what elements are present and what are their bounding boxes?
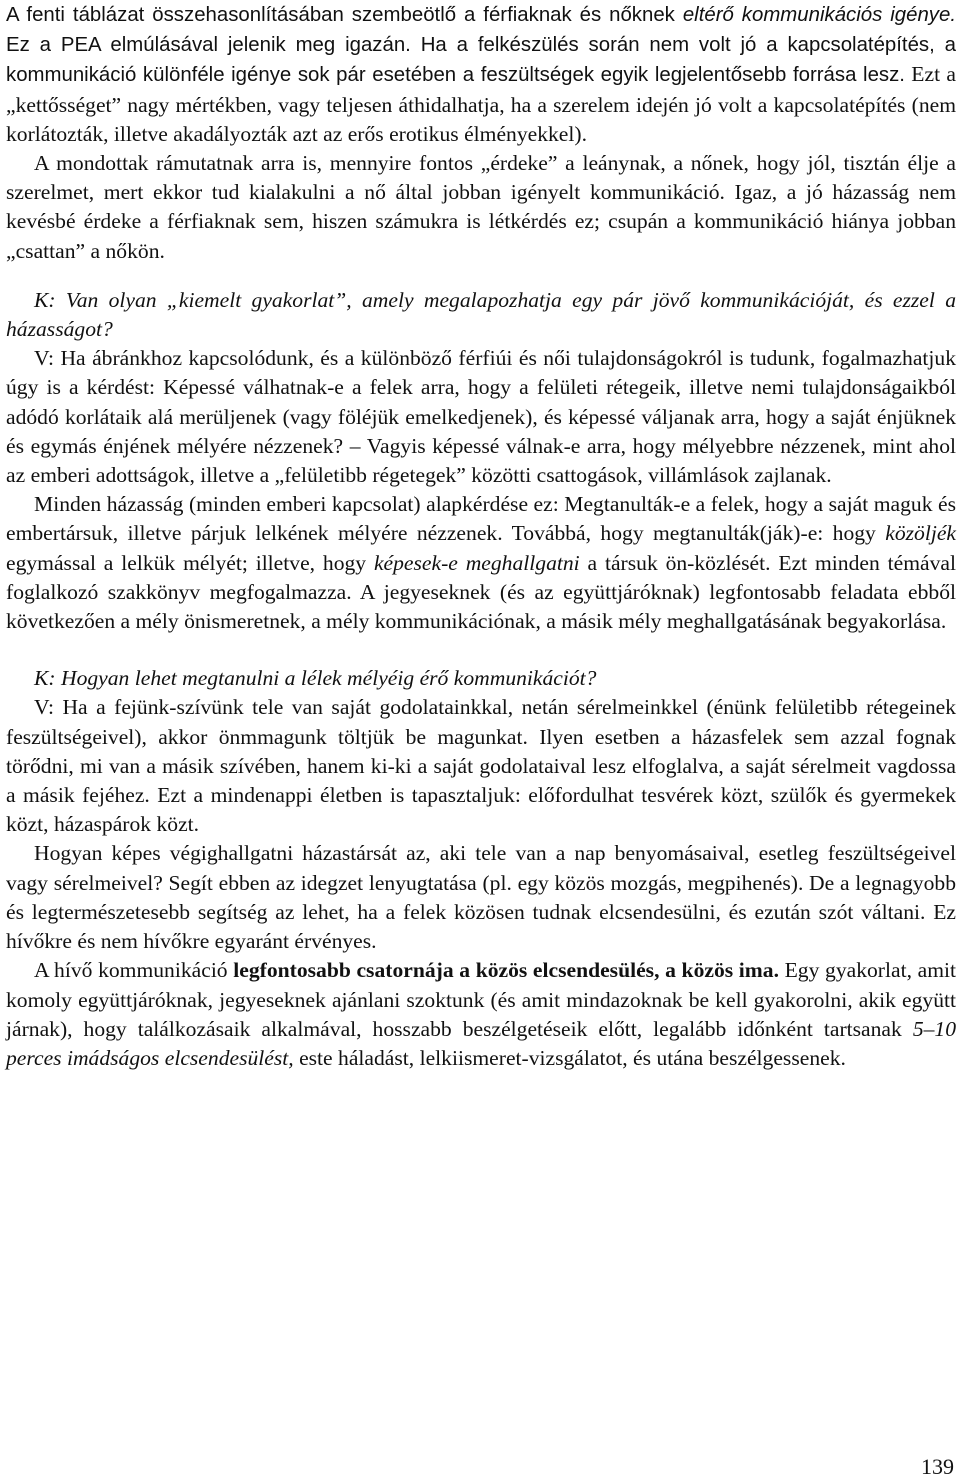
- answer-2: V: Ha a fejünk-szívünk tele van saját godolatainkkal, netán sérelmeinkkel (énünk felületibb rétegeinek feszültségeivel), akkor önmmagunk töltjük be magunkat. Ilyen esetben a házasfelek sem azzal fognak törődni, mi van a másik szívében, hanem ki-ki a saját godolataival lesz elfoglalva, a saját sérelmeit vagdossa a másik fejéhez. Ezt a mindenappi életben is tapasztaljuk: előfordulhat tesvérek közt, szülők és gyermekek közt, házaspárok közt.: [6, 695, 956, 837]
- paragraph-3-text-end: a társuk ön-közlését. Ezt minden témával foglalkozó szakkönyv megfogalmazza. A jegyeseknek (és az együttjáróknak) legfontosabb feladata ebből következően a mély önismeretnek, a mély kommunikációnak, a másik mély meghallgatásának begyakorlása.: [6, 550, 956, 634]
- paragraph-3: [6, 490, 956, 636]
- page-body: [6, 0, 956, 1073]
- paragraph-5-emphasis: 5–10 perces imádságos elcsendesülést,: [6, 1016, 956, 1070]
- paragraph-1: [6, 0, 956, 149]
- paragraph-3-text-mid: egymással a lelkük mélyét; illetve, hogy: [6, 550, 374, 575]
- question-2: K: Hogyan lehet megtanulni a lélek mélyéig érő kommunikációt?: [34, 666, 597, 691]
- paragraph-1-text-cont: Ez a PEA elmúlásával jelenik meg igazán. Ha a felkészülés során nem volt jó a kapcsolatépítés, a kommunikáció különféle igénye sok pár esetében a feszültségek egyik legjelentősebb forrása lesz.: [6, 34, 956, 87]
- paragraph-3-text: Minden házasság (minden emberi kapcsolat) alapkérdése ez: Megtanulták-e a felek, hogy a saját maguk és embertársuk, illetve párjuk lelkének mélyére nézzenek. Továbbá, hogy megtanulták(ják)-e: hogy: [6, 492, 956, 546]
- question-1: K: Van olyan „kiemelt gyakorlat”, amely megalapozhatja egy pár jövő kommunikációját, és ezzel a házasságot?: [6, 287, 956, 342]
- paragraph-5-bold: legfontosabb csatornája a közös elcsendesülés, a közös ima.: [233, 958, 779, 983]
- paragraph-5: [6, 956, 956, 1073]
- paragraph-4: Hogyan képes végighallgatni házastársát az, aki tele van a nap benyomásaival, esetleg feszültségeivel vagy sérelmeivel? Segít ebben az idegzet lenyugtatása (pl. egy közös mozgás, megpihenés). De a legnagyobb és legtermészetesebb segítség az lehet, ha a felek közösen tudnak elcsendesülni, és ezután szót váltani. Ez hívőkre és nem hívőkre egyaránt érvényes.: [6, 841, 956, 954]
- paragraph-5-text: A hívő kommunikáció: [34, 958, 234, 983]
- paragraph-3-emphasis-1: közöljék: [885, 521, 956, 546]
- page-number: 139: [921, 1454, 954, 1479]
- paragraph-2: A mondottak rámutatnak arra is, mennyire fontos „érdeke” a leánynak, a nőnek, hogy jól, tisztán élje a szerelmet, mert ekkor tud kialakulni a nő által jobban igényelt kommunikáció. Igaz, a jó házasság nem kevésbé érdeke a férfiaknak sem, hiszen számukra is létkérdés ez; csupán a kommunikáció hiánya jobban „csattan” a nőkön.: [6, 151, 956, 263]
- paragraph-1-emphasis: eltérő kommunikációs igénye.: [682, 4, 956, 26]
- paragraph-5-text-mid: Egy gyakorlat, amit komoly együttjáróknak, jegyeseknek ajánlani szoktunk (és amit mindazoknak be kell gyakorolni, akik együtt járnak), hogy találkozásaik alkalmával, hosszabb beszélgetéseik előtt, legalább időnként tartsanak: [6, 958, 956, 1041]
- paragraph-5-text-end: este háladást, lelkiismeret-vizsgálatot, és utána beszélgessenek.: [293, 1045, 846, 1070]
- paragraph-1-text: A fenti táblázat összehasonlításában szembeötlő a férfiaknak és nőknek: [6, 4, 683, 26]
- answer-1: V: Ha ábránkhoz kapcsolódunk, és a különböző férfiúi és női tulajdonságokról is tudunk, fogalmazhatjuk úgy is a kérdést: Képessé válhatnak-e a felek arra, hogy a felületi rétegeik, illetve nemi tulajdonságaikból adódó korlátaik alá merüljenek (vagy föléjük emelkedjenek), és képessé váljanak arra, hogy a saját énjüknek és egymás énjének mélyére nézzenek? – Vagyis képessé válnak-e arra, hogy mélyebbre nézzenek, mint ahol az emberi adottságok, illetve a „felületibb régetegek” közötti csattogások, villámlások zajlanak.: [6, 346, 956, 488]
- paragraph-3-emphasis-2: képesek-e meghallgatni: [373, 550, 580, 575]
- paragraph-1-text-end: Ezt a „kettősséget” nagy mértékben, vagy teljesen áthidalhatja, ha a szerelem idején jó volt a kapcsolatépítés (nem korlátozták, illetve akadályozták azt az erős erotikus élményekkel).: [6, 62, 957, 146]
